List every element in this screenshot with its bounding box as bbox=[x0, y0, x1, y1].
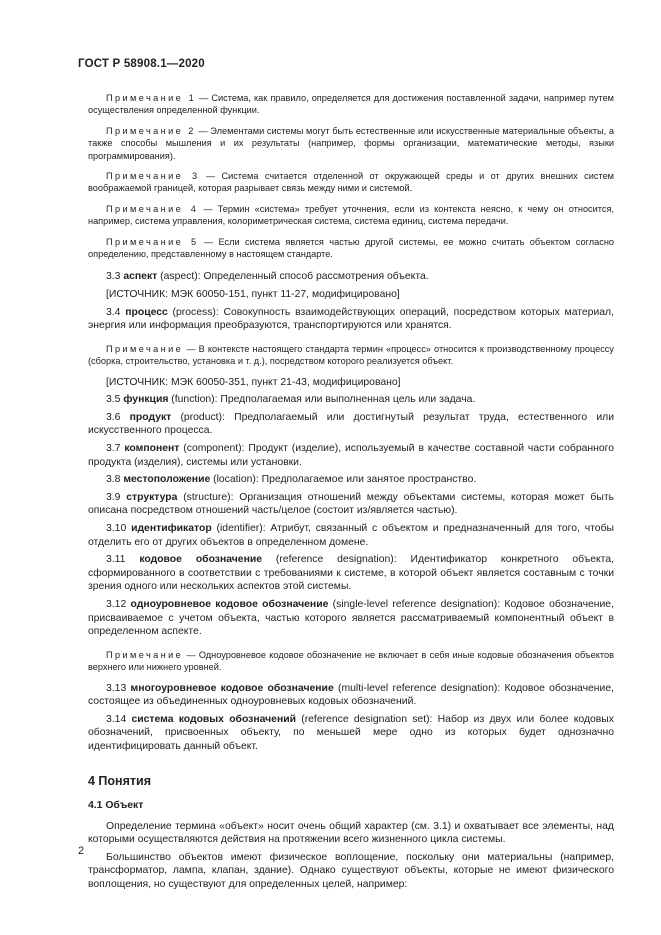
source-2: [ИСТОЧНИК: МЭК 60050-351, пункт 21-43, модифицировано] bbox=[106, 376, 401, 388]
term-3-11: 3.11 кодовое обозначение (reference designation): Идентификатор конкретного объекта, сформированного в соответствии с требованиями к системе, в которой объект является составным с точки зрения одного или нескольких аспектов этой системы. bbox=[88, 554, 614, 593]
note-5: Примечание 5 — Если система является частью другой системы, ее можно считать объектом согласно определению, представленному в настоящем стандарте. bbox=[88, 236, 615, 260]
term-3-9: 3.9 структура (structure): Организация отношений между объектами системы, которая может быть описана посредством отношений часть/целое (состоит из/является частью). bbox=[88, 491, 614, 517]
term-3-6: 3.6 продукт (product): Предполагаемый или достигнутый результат труда, естественного или искусственного процесса. bbox=[88, 411, 614, 437]
term-3-13: 3.13 многоуровневое кодовое обозначение (multi-level reference designation): Кодовое обозначение, состоящее из объединенных одноуровневых кодовых обозначений. bbox=[88, 682, 615, 708]
document-header: ГОСТ Р 58908.1—2020 bbox=[78, 58, 205, 70]
page-number: 2 bbox=[78, 845, 85, 857]
source-1: [ИСТОЧНИК: МЭК 60050-151, пункт 11-27, модифицировано] bbox=[106, 289, 400, 301]
note-3: Примечание 3 — Система считается отделенной от окружающей среды и от других внешних систем воображаемой границей, которая разрывает связь между ними и системой. bbox=[88, 171, 615, 194]
term-3-3: 3.3 аспект (aspect): Определенный способ рассмотрения объекта. bbox=[106, 271, 429, 283]
note-1: Примечание 1 — Система, как правило, определяется для достижения поставленной задачи, например путем осуществления определенной функции. bbox=[88, 93, 614, 116]
document-body bbox=[88, 92, 614, 896]
note-2: Примечание 2 — Элементами системы могут быть естественные или искусственные материальные объекты, а также способы мышления и их результаты (например, формы организации, математические методы, языки программирования). bbox=[88, 125, 615, 161]
term-3-12: 3.12 одноуровневое кодовое обозначение (single-level reference designation): Кодовое обозначение, присваиваемое с учетом объекта, частью которого является рассматриваемый компонентный объект в определенном аспекте. bbox=[88, 598, 614, 638]
term-3-5: 3.5 функция (function): Предполагаемая или выполненная цель или задача. bbox=[106, 394, 476, 406]
note-4: Примечание 4 — Термин «система» требует уточнения, если из контекста неясно, к чему он относится, например, система управления, колориметрическая система, система единиц, система передачи. bbox=[88, 203, 615, 227]
paragraph-2: Большинство объектов имеют физическое воплощение, поскольку они материальны (например, трансформатор, лампа, клапан, здание). Однако существуют объекты, которые не имеют физического воплощения, но существуют для определенных целей, например: bbox=[88, 851, 614, 890]
term-3-10: 3.10 идентификатор (identifier): Атрибут, связанный с объектом и предназначенный для того, чтобы отделить его от других объектов в определенном домене. bbox=[88, 523, 614, 548]
section-4-heading: 4 Понятия bbox=[88, 773, 151, 788]
paragraph-1: Определение термина «объект» носит очень общий характер (см. 3.1) и охватывает все элементы, над которыми осуществляются действия на протяжении всего жизненного цикла системы. bbox=[88, 820, 614, 846]
notes-top bbox=[88, 92, 614, 260]
term-3-7: 3.7 компонент (component): Продукт (изделие), используемый в качестве составной части собранного продукта (изделия), системы или установки. bbox=[88, 443, 614, 468]
note-process: Примечание — В контексте настоящего стандарта термин «процесс» относится к производственному процессу (сборка, строительство, установка и т. д.), посредством которого реализуется объект. bbox=[88, 343, 614, 367]
note-code: Примечание — Одноуровневое кодовое обозначение не включает в себя иные кодовые обозначения объектов верхнего или нижнего уровней. bbox=[88, 649, 614, 673]
term-3-4: 3.4 процесс (process): Совокупность взаимодействующих операций, посредством которых материал, энергия или информация преобразуются, транспортируются или хранятся. bbox=[88, 306, 614, 332]
subsection-4-1-heading: 4.1 Объект bbox=[88, 799, 144, 811]
term-3-8: 3.8 местоположение (location): Предполагаемое или занятое пространство. bbox=[106, 474, 477, 486]
term-3-14: 3.14 система кодовых обозначений (reference designation set): Набор из двух или более кодовых обозначений, присвоенных объекту, по меньшей мере одно из которых будет однозначно идентифицировать данный объект. bbox=[88, 713, 614, 752]
